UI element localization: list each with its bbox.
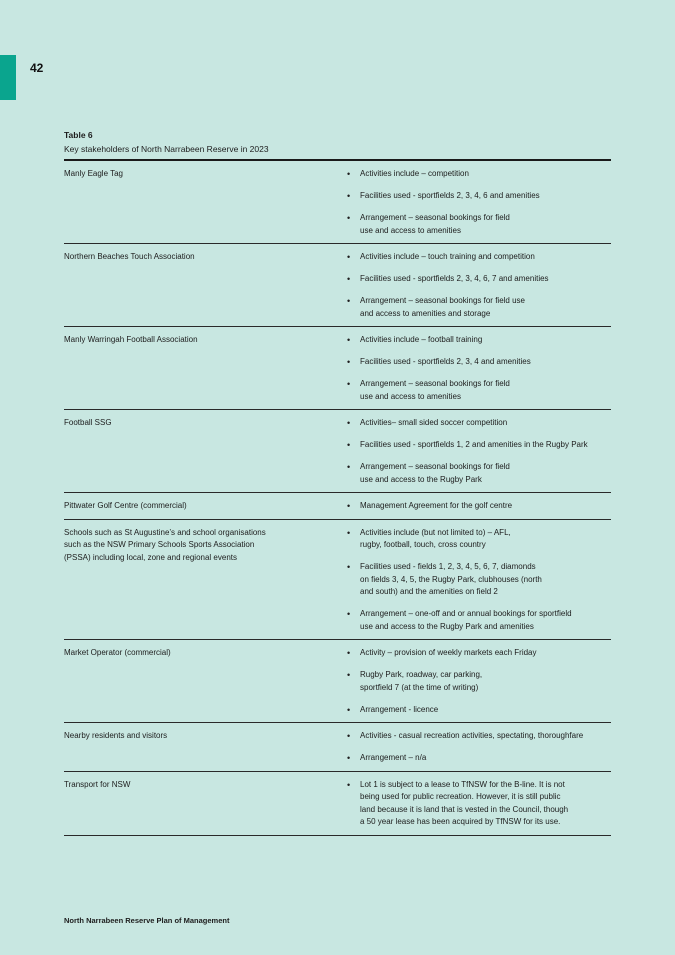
table-row [64,161,611,244]
detail-bullet-item: • Activities include (but not limited to) – AFL, rugby, football, touch, cross country [346,527,611,552]
stakeholder-details [346,779,611,829]
stakeholder-name: Northern Beaches Touch Association [64,252,195,261]
stakeholder-name: Transport for NSW [64,779,131,789]
stakeholder-name: Manly Warringah Football Association [64,335,198,344]
footer-document-title: North Narrabeen Reserve Plan of Management [64,916,230,925]
detail-bullet-item: • Lot 1 is subject to a lease to TfNSW for the B-line. It is not being used for public recreation. However, it is still public land because it is land that is vested in the Council, though a 50 year lease has been acquired by TfNSW for its use. [346,779,611,829]
stakeholder-name: Schools such as St Augustine’s and school organisations such as the NSW Primary Schools Sports Association (PSSA) including local, zone and regional events [64,527,266,562]
stakeholder-details [346,334,611,403]
stakeholder-details [346,251,611,320]
table-row [64,723,611,772]
detail-bullet-item: • Activities - casual recreation activities, spectating, thoroughfare [346,730,611,743]
stakeholder-details [346,500,611,513]
detail-bullet-item: • Facilities used - fields 1, 2, 3, 4, 5, 6, 7, diamonds on fields 3, 4, 5, the Rugby Park, clubhouses (north and south) and the amenities on field 2 [346,561,611,599]
detail-bullet-item: • Arrangement - licence [346,704,611,717]
stakeholder-details [346,527,611,634]
stakeholder-name: Nearby residents and visitors [64,731,168,740]
detail-bullet-item: • Arrangement – seasonal bookings for field use and access to the Rugby Park [346,461,611,486]
detail-bullet-item: • Arrangement – seasonal bookings for field use and access to amenities [346,378,611,403]
table-row [64,410,611,493]
detail-bullet-item: • Facilities used - sportfields 2, 3, 4, 6 and amenities [346,190,611,203]
table-row [64,772,611,836]
detail-bullet-item: • Rugby Park, roadway, car parking, sportfield 7 (at the time of writing) [346,669,611,694]
detail-bullet-item: • Activities– small sided soccer competition [346,417,611,430]
detail-bullet-item: • Activity – provision of weekly markets each Friday [346,647,611,660]
detail-bullet-item: • Activities include – touch training and competition [346,251,611,264]
detail-bullet-item: • Arrangement – seasonal bookings for field use and access to amenities [346,212,611,237]
table-title: Key stakeholders of North Narrabeen Reserve in 2023 [64,144,269,154]
table-row [64,244,611,327]
stakeholder-details [346,730,611,765]
detail-bullet-item: • Activities include – competition [346,168,611,181]
page-number: 42 [30,61,44,75]
stakeholder-details [346,168,611,237]
stakeholders-table [64,159,611,836]
table-row [64,327,611,410]
stakeholder-details [346,417,611,486]
detail-bullet-item: • Activities include – football training [346,334,611,347]
table-row [64,493,611,520]
page-tab-marker [0,55,16,100]
table-caption [64,130,269,154]
table-row [64,640,611,723]
stakeholder-name: Market Operator (commercial) [64,648,171,657]
detail-bullet-item: • Management Agreement for the golf centre [346,500,611,513]
stakeholder-name: Manly Eagle Tag [64,169,123,178]
table-label: Table 6 [64,130,93,140]
detail-bullet-item: • Arrangement – n/a [346,752,611,765]
table-row [64,520,611,641]
detail-bullet-item: • Arrangement – one-off and or annual bookings for sportfield use and access to the Rugby Park and amenities [346,608,611,633]
stakeholder-name: Pittwater Golf Centre (commercial) [64,501,187,510]
stakeholder-details [346,647,611,716]
detail-bullet-item: • Facilities used - sportfields 2, 3, 4, 6, 7 and amenities [346,273,611,286]
stakeholder-name: Football SSG [64,418,112,427]
detail-bullet-item: • Facilities used - sportfields 2, 3, 4 and amenities [346,356,611,369]
detail-bullet-item: • Facilities used - sportfields 1, 2 and amenities in the Rugby Park [346,439,611,452]
detail-bullet-item: • Arrangement – seasonal bookings for field use and access to amenities and storage [346,295,611,320]
